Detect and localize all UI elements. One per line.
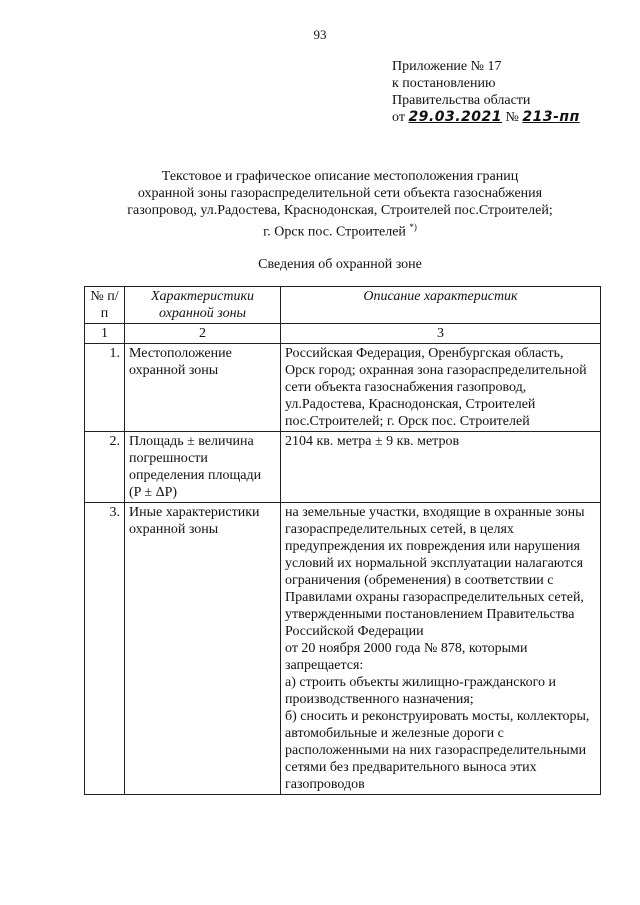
index-cell-3: 3: [281, 324, 601, 344]
table-row: [85, 344, 601, 432]
appendix-line-3: Правительства области: [392, 93, 531, 108]
row-characteristic: Иные характеристики охранной зоны: [125, 503, 281, 795]
footnote-mark: *): [409, 222, 417, 232]
table-header-row: [85, 287, 601, 324]
row-number: 1.: [85, 344, 125, 432]
header-characteristic: Характеристики охранной зоны: [125, 287, 281, 324]
row-number: 3.: [85, 503, 125, 795]
appendix-block: [392, 58, 580, 126]
row-characteristic: Местоположение охранной зоны: [125, 344, 281, 432]
row-description: на земельные участки, входящие в охранные зоны газораспределительных сетей, в целях предупреждения их повреждения или нарушения условий их нормальной эксплуатации налагаются ограничения (обременения) в соответствии с Правилами охраны газораспределительных сетей, утвержденными постановлением Правительства Российской Федерации: [285, 505, 585, 639]
section-subtitle: Сведения об охранной зоне: [258, 257, 422, 272]
table-index-row: [85, 324, 601, 344]
header-number: № п/п: [85, 287, 125, 324]
restriction-item-b: б) сносить и реконструировать мосты, коллекторы, автомобильные и железные дороги с расположенными на них газораспределительными сетями без предварительного выноса этих газопроводов: [285, 709, 590, 792]
document-title: [80, 168, 600, 241]
title-line-3: газопровод, ул.Радостева, Краснодонская, Строителей пос.Строителей;: [127, 203, 553, 218]
title-line-2: охранной зоны газораспределительной сети объекта газоснабжения: [137, 186, 543, 201]
table-row: [85, 432, 601, 503]
number-prefix: №: [505, 110, 519, 125]
title-line-4-text: г. Орск пос. Строителей: [263, 224, 406, 240]
appendix-line-1: Приложение № 17: [392, 59, 502, 74]
zone-table: [84, 286, 601, 795]
row-description-continuation: от 20 ноября 2000 года № 878, которыми запрещается:: [285, 641, 528, 673]
header-description: Описание характеристик: [281, 287, 601, 324]
page-number: 93: [313, 27, 327, 42]
handwritten-date: 29.03.2021: [408, 109, 503, 125]
index-cell-1: 1: [85, 324, 125, 344]
title-line-1: Текстовое и графическое описание местоположения границ: [161, 169, 519, 184]
row-description: Российская Федерация, Оренбургская область, Орск город; охранная зона газораспределительной сети объекта газоснабжения газопровод, ул.Радостева, Краснодонская, Строителей пос.Строителей; г. Орск пос. Строителей: [281, 344, 601, 432]
restriction-item-a: а) строить объекты жилищно-гражданского и производственного назначения;: [285, 675, 556, 707]
row-description: 2104 кв. метра ± 9 кв. метров: [281, 432, 601, 503]
row-characteristic: Площадь ± величина погрешности определения площади (P ± ΔP): [125, 432, 281, 503]
handwritten-number: 213-пп: [522, 109, 580, 125]
date-prefix: от: [392, 110, 405, 125]
row-number: 2.: [85, 432, 125, 503]
title-line-4: [80, 219, 600, 241]
appendix-line-2: к постановлению: [392, 76, 496, 91]
appendix-date-line: [392, 109, 580, 126]
table-row: [85, 503, 601, 795]
row-description-block: [281, 503, 601, 795]
index-cell-2: 2: [125, 324, 281, 344]
